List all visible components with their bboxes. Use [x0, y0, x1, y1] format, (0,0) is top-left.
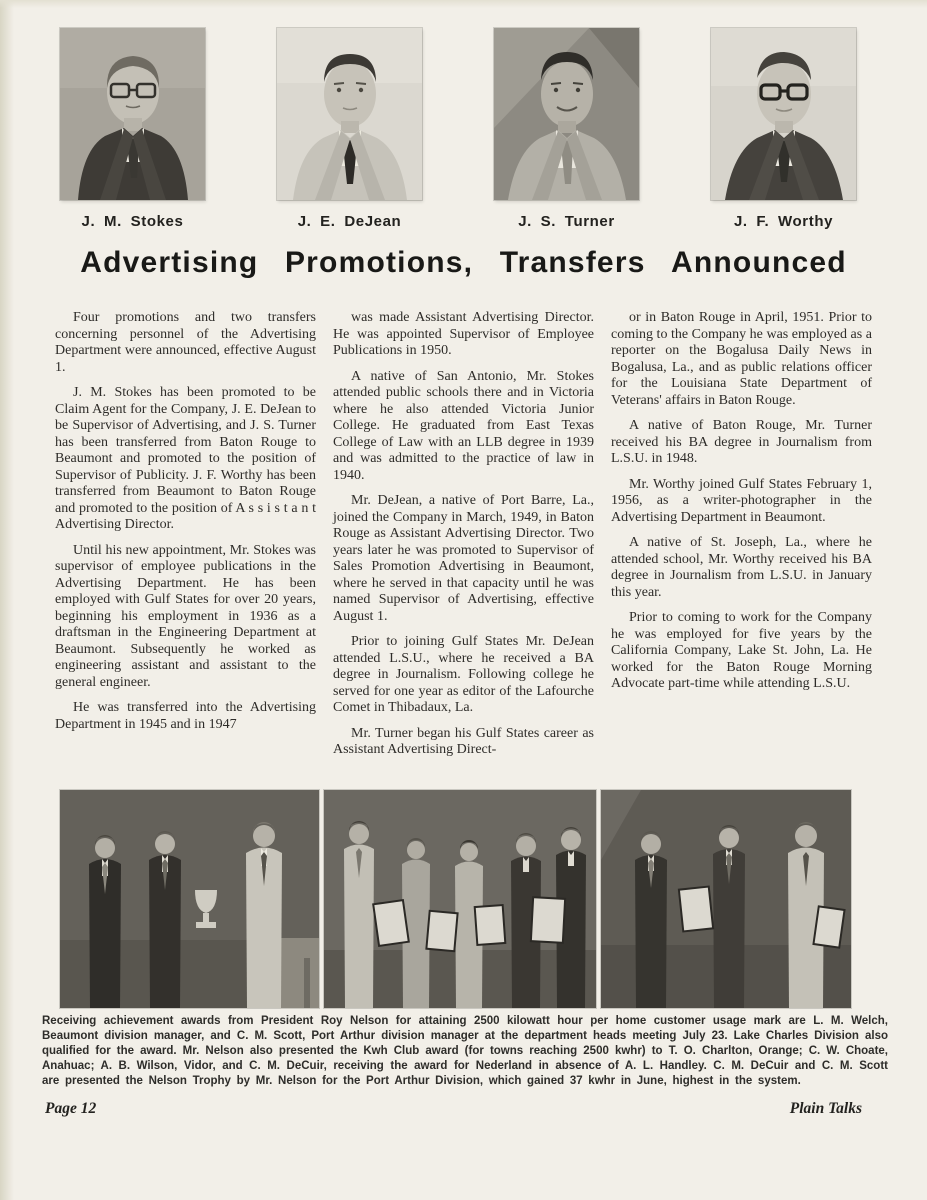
paragraph: Until his new appointment, Mr. Stokes was supervisor of employee publications in the Advertising Department. He has been employed with Gulf States for over 20 years, beginning his employment in 1936 as a draftsman in the Engineering Department at Beaumont. Subsequently he worked as engineering assistant and assistant to the general engineer.	[55, 542, 316, 690]
portrait-photo-dejean	[277, 28, 422, 200]
portrait-name: J. S. Turner	[518, 213, 615, 230]
portrait-card-dejean	[277, 28, 422, 230]
scan-edge-top	[0, 0, 927, 8]
portraits-row	[0, 28, 927, 243]
award-photo-left	[60, 790, 319, 1008]
portrait-card-turner	[494, 28, 639, 230]
paragraph: Mr. DeJean, a native of Port Barre, La., joined the Company in March, 1949, in Baton Rouge as Assistant Advertising Director. Two years later he was promoted to Supervisor of Sales Promotion Advertising in Beaumont, where he served in that capacity until he was named Supervisor of Advertising, effective August 1.	[333, 493, 594, 624]
paragraph: A native of Baton Rouge, Mr. Turner received his BA degree in Journalism from L.S.U. in 1948.	[611, 418, 872, 466]
paragraph: A native of San Antonio, Mr. Stokes attended public schools there and in Victoria where he also attended Victoria Junior College. He graduated from East Texas College of Law with an LLB degree in 1939 and was admitted to the practice of law in 1940.	[333, 368, 594, 483]
paragraph: or in Baton Rouge in April, 1951. Prior to coming to the Company he was employed as a reporter on the Bogalusa Daily News in Bogalusa, La., and as public relations officer for the Louisiana State Department of Veterans' affairs in Baton Rouge.	[611, 310, 872, 408]
awards-photo-strip	[60, 790, 851, 1008]
portrait-photo-stokes	[60, 28, 205, 200]
headline: Advertising Promotions, Transfers Announced	[80, 246, 847, 279]
paragraph: Prior to joining Gulf States Mr. DeJean attended L.S.U., where he received a BA degree in Journalism. Following college he served for one year as editor of the Lafourche Comet in Thibadaux, La.	[333, 634, 594, 715]
paragraph: J. M. Stokes has been promoted to be Claim Agent for the Company, J. E. DeJean to be Supervisor of Advertising, and J. S. Turner has been transferred from Baton Rouge to Beaumont and promoted to the position of Supervisor of Publicity. J. F. Worthy has been transferred from Beaumont to Baton Rouge and promoted to the position of A s s i s t a n t Advertising Director.	[55, 385, 316, 532]
award-photo-center	[324, 790, 596, 1008]
paragraph: Mr. Worthy joined Gulf States February 1, 1956, as a writer-photographer in the Advertising Department in Beaumont.	[611, 476, 872, 525]
portrait-card-worthy	[711, 28, 856, 230]
article-column-1	[55, 310, 316, 768]
paragraph: A native of St. Joseph, La., where he attended school, Mr. Worthy received his BA degree in Journalism from L.S.U. in January this year.	[611, 535, 872, 600]
portrait-name: J. E. DeJean	[297, 213, 402, 230]
article-column-2	[333, 310, 594, 768]
portrait-photo-worthy	[711, 28, 856, 200]
photo-caption: Receiving achievement awards from President Roy Nelson for attaining 2500 kilowatt hour per home customer usage mark are L. M. Welch, Beaumont division manager, and C. M. Scott, Port Arthur division manager at the department heads meeting July 23. Lake Charles Division also qualified for the award. Mr. Nelson also presented the Kwh Club award (for towns reaching 2500 kwhr) to T. O. Charlton, Orange; C. W. Choate, Anahuac; A. B. Wilson, Vidor, and C. M. DeCuir, receiving the award for Nederland in absence of A. L. Handley. C. M. DeCuir and C. M. Scott are presented the Nelson Trophy by Mr. Nelson for the Port Arthur Division, which gained 37 kwhr in June, highest in the system.	[42, 1015, 888, 1087]
portrait-name: J. M. Stokes	[81, 213, 184, 230]
publication-name: Plain Talks	[789, 1100, 862, 1117]
paragraph: He was transferred into the Advertising Department in 1945 and in 1947	[55, 700, 316, 732]
article-column-3	[611, 310, 872, 768]
portrait-name: J. F. Worthy	[733, 213, 834, 230]
paragraph: Four promotions and two transfers concerning personnel of the Advertising Department were announced, effective August 1.	[55, 310, 316, 375]
portrait-photo-turner	[494, 28, 639, 200]
article-columns	[55, 310, 873, 768]
page-footer	[45, 1100, 862, 1118]
portrait-card-stokes	[60, 28, 205, 230]
paragraph: Mr. Turner began his Gulf States career as Assistant Advertising Direct-	[333, 725, 594, 757]
page-number: Page 12	[45, 1100, 97, 1117]
paragraph: Prior to coming to work for the Company he was employed for five years by the California Company, Lake St. John, La. He worked for the Baton Rouge Morning Advocate part-time while attending L.S.U.	[611, 610, 872, 691]
award-photo-right	[601, 790, 851, 1008]
paragraph: was made Assistant Advertising Director. He was appointed Supervisor of Employee Publications in 1950.	[333, 310, 594, 358]
